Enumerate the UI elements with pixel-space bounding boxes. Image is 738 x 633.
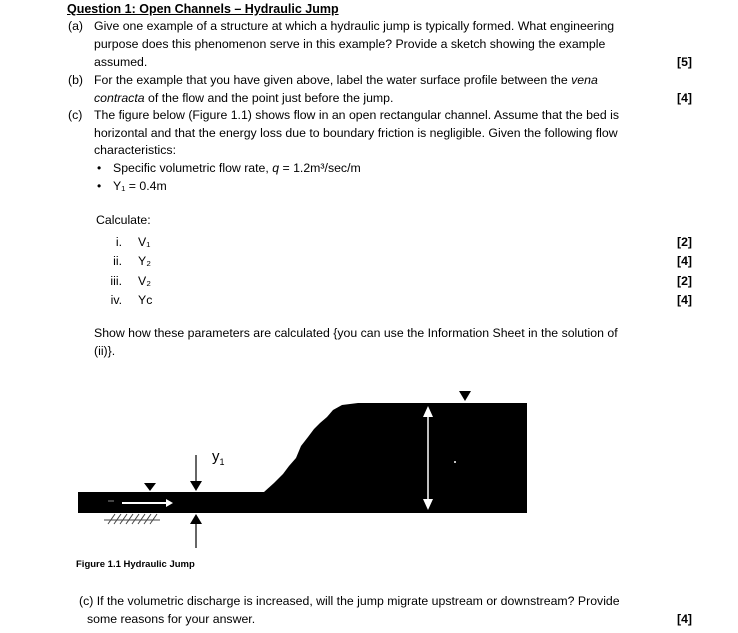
- part-b-vena: vena: [571, 73, 598, 87]
- part-a-line-2: purpose does this phenomenon serve in this example? Provide a sketch showing the example: [94, 37, 606, 51]
- question-title: Question 1: Open Channels – Hydraulic Jump: [67, 2, 339, 16]
- calc-item-marks: [4]: [676, 293, 692, 307]
- part-a-line-3: assumed.: [94, 55, 148, 69]
- bed-hatching: [104, 514, 160, 524]
- figure-caption: Figure 1.1 Hydraulic Jump: [76, 559, 195, 570]
- part-b-label: (b): [68, 73, 84, 87]
- calc-item-num: iv.: [110, 293, 122, 307]
- bullet-flow-rate-pre: Specific volumetric flow rate,: [113, 161, 273, 175]
- part-a-label: (a): [68, 19, 84, 33]
- calc-item-var: V₂: [138, 274, 151, 288]
- bullet-2-symbol: •: [97, 179, 102, 193]
- calc-item-marks: [2]: [676, 235, 692, 249]
- bullet-flow-rate-var: q: [272, 161, 280, 175]
- bullet-y1: Y₁ = 0.4m: [113, 179, 167, 193]
- part-c2-line-1: [79, 593, 692, 611]
- part-b-line-2-text: of the flow and the point just before the jump.: [148, 91, 394, 105]
- calc-item-num: ii.: [113, 254, 122, 268]
- y1-arrow-down: [190, 481, 202, 491]
- calc-item-marks: [4]: [676, 254, 692, 268]
- calc-item-var: Yc: [138, 293, 153, 307]
- calc-item-marks: [2]: [676, 274, 692, 288]
- part-c2-label: (c): [79, 594, 94, 608]
- water-body: [78, 403, 527, 513]
- calc-item-num: i.: [115, 235, 122, 249]
- part-c2-marks: [4]: [676, 612, 692, 626]
- y1-label: [212, 448, 225, 467]
- calc-item-num: iii.: [110, 274, 122, 288]
- part-c-line-2: horizontal and that the energy loss due to boundary friction is negligible. Given the following flow: [94, 126, 618, 140]
- y1-label-sub: 1: [219, 457, 225, 467]
- part-c2-line-1-text: If the volumetric discharge is increased, will the jump migrate upstream or downstream? Provide: [96, 594, 620, 608]
- show-line-1: Show how these parameters are calculated {you can use the Information Sheet in the solution of: [94, 326, 618, 340]
- calculate-label: Calculate:: [96, 213, 151, 227]
- part-b-line-1-text: For the example that you have given above, label the water surface profile between the: [94, 73, 568, 87]
- y1-arrow-up: [190, 514, 202, 524]
- y1-label-y: y: [212, 448, 220, 465]
- part-c2-line-2: some reasons for your answer.: [87, 612, 256, 626]
- bullet-1-symbol: •: [97, 161, 102, 175]
- downstream-water-surface-marker: [459, 391, 471, 401]
- calc-item-var: V₁: [138, 235, 151, 249]
- upstream-water-surface-marker: [144, 483, 156, 491]
- calc-item-var: Y₂: [138, 254, 151, 268]
- bullet-flow-rate-post: = 1.2m³/sec/m: [279, 161, 361, 175]
- part-b-contracta: contracta: [94, 91, 145, 105]
- part-c-line-3: characteristics:: [94, 143, 177, 157]
- show-line-2: (ii)}.: [94, 344, 116, 358]
- part-c-line-1: The figure below (Figure 1.1) shows flow in an open rectangular channel. Assume that the bed is: [94, 108, 619, 122]
- part-b-marks: [4]: [676, 91, 692, 105]
- part-a-line-1: Give one example of a structure at which a hydraulic jump is typically formed. What engineering: [94, 19, 615, 33]
- part-a-marks: [5]: [676, 55, 692, 69]
- part-c-label: (c): [68, 108, 83, 122]
